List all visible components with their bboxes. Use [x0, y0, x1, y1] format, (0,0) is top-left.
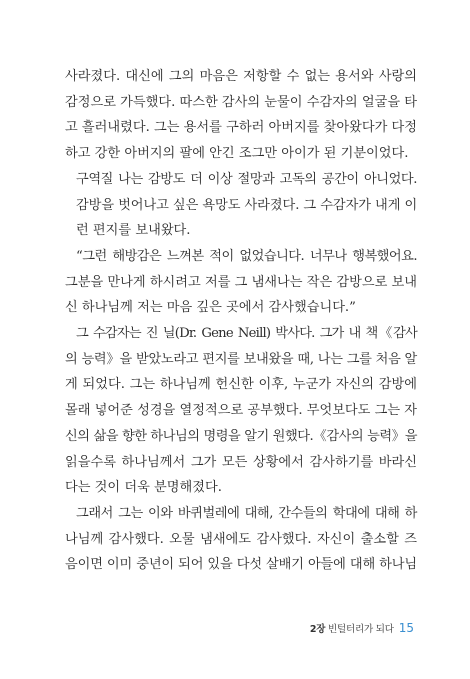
- text-line: 몰래 넣어준 성경을 열정적으로 공부했다. 무엇보다도 그는 자: [65, 403, 418, 419]
- text-line: 감방을 벗어나고 싶은 욕망도 사라졌다. 그 수감자가 내게 이: [76, 197, 418, 213]
- text-line: 고 흘러내렸다. 그는 용서를 구하러 아버지를 찾아왔다가 다정: [65, 120, 418, 136]
- text-line: 런 편지를 보내왔다.: [76, 223, 191, 239]
- text-line: 신의 삶을 향한 하나님의 명령을 알기 원했다.《감사의 능력》을: [65, 428, 417, 444]
- running-header: [310, 621, 394, 635]
- chapter-title: 빈털터리가 되다: [328, 624, 394, 635]
- paragraph-5: [65, 501, 417, 578]
- text-line: 게 되었다. 그는 하나님께 헌신한 이후, 누군가 자신의 감방에: [65, 377, 417, 393]
- text-line: “그런 해방감은 느껴본 적이 없었습니다. 너무나 행복했어요.: [76, 248, 417, 264]
- paragraph-4: [65, 321, 417, 501]
- text-line: 사라졌다. 대신에 그의 마음은 저항할 수 없는 용서와 사랑의: [65, 69, 417, 84]
- text-line: 그래서 그는 이와 바퀴벌레에 대해, 간수들의 학대에 대해 하: [76, 505, 417, 521]
- text-line: 구역질 나는 감방도 더 이상 절망과 고독의 공간이 아니었다.: [76, 171, 417, 187]
- text-line: 나님께 감사했다. 오물 냄새에도 감사했다. 자신이 출소할 즈: [65, 531, 417, 547]
- paragraph-2: [65, 167, 417, 244]
- text-line: 읽을수록 하나님께서 그가 모든 상황에서 감사하기를 바라신: [65, 454, 417, 470]
- paragraph-1: [65, 64, 417, 167]
- page-footer: [310, 621, 414, 635]
- text-line: 감정으로 가득했다. 따스한 감사의 눈물이 수감자의 얼굴을 타: [65, 94, 418, 110]
- text-line: 그분을 만나게 하시려고 저를 그 냄새나는 작은 감방으로 보내: [65, 274, 418, 290]
- body-text: [65, 64, 417, 578]
- text-line: 신 하나님께 저는 마음 깊은 곳에서 감사했습니다.”: [65, 300, 356, 316]
- text-line: 다는 것이 더욱 분명해졌다.: [65, 480, 222, 496]
- paragraph-3-quote: [65, 244, 417, 321]
- text-line: 하고 강한 아버지의 팔에 안긴 조그만 아이가 된 기분이었다.: [65, 146, 409, 162]
- page-number: 15: [398, 621, 414, 635]
- chapter-label: 2장: [309, 624, 326, 635]
- text-line: 의 능력》을 받았노라고 편지를 보내왔을 때, 나는 그를 처음 알: [65, 351, 417, 367]
- text-line: 음이면 이미 중년이 되어 있을 다섯 살배기 아들에 대해 하나님: [65, 557, 417, 573]
- text-line: 그 수감자는 진 닐(Dr. Gene Neill) 박사다. 그가 내 책《감사: [76, 326, 417, 342]
